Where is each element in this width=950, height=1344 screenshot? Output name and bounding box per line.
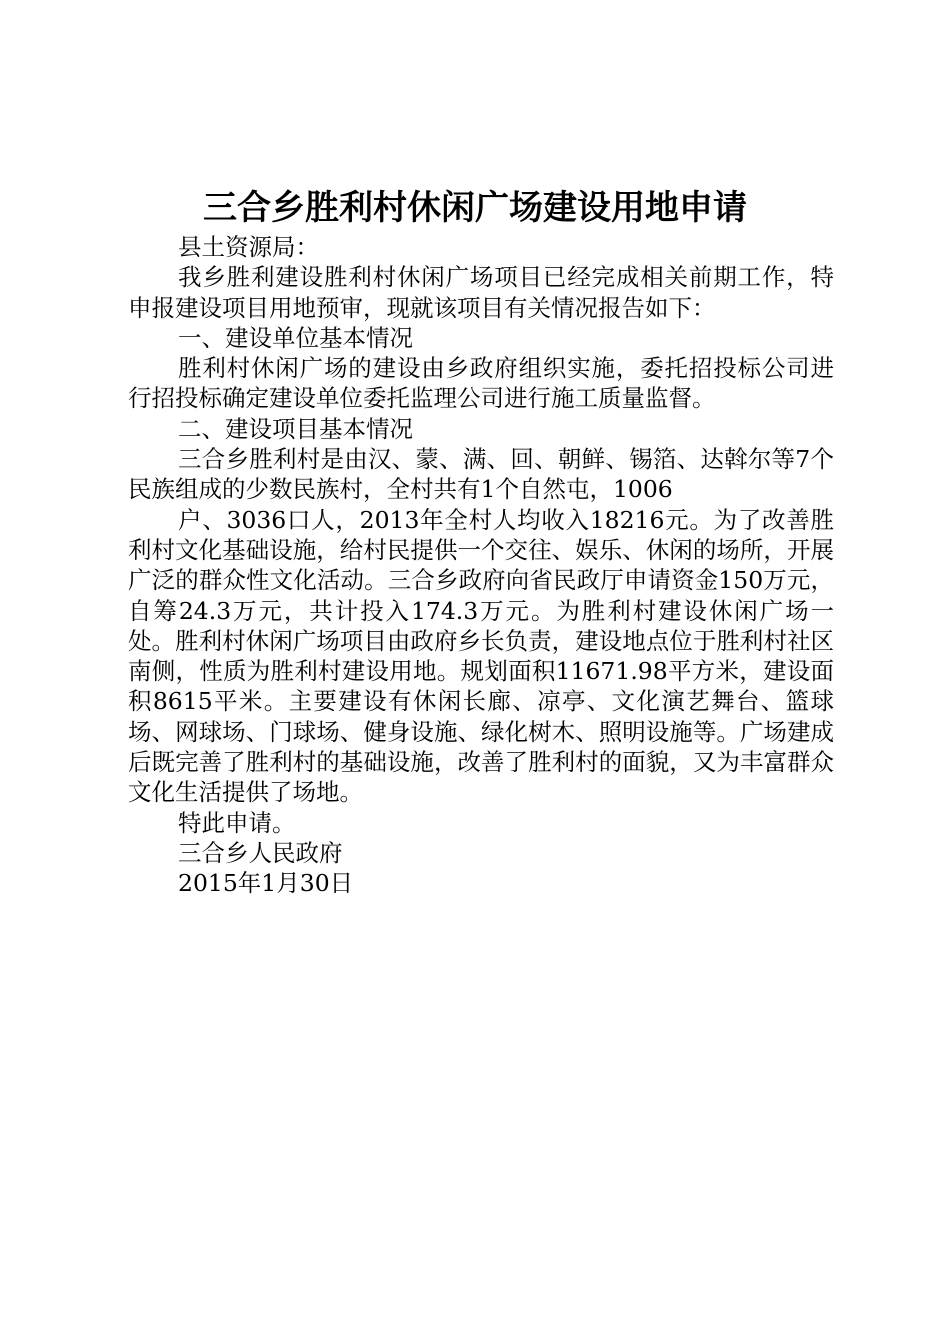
section-heading-2: 二、建设项目基本情况	[178, 414, 413, 443]
paragraph-organization: 胜利村休闲广场的建设由乡政府组织实施，委托招投标公司进行招投标确定建设单位委托监理公司进行施工质量监督。	[128, 354, 834, 413]
paragraph-village: 三合乡胜利村是由汉、蒙、满、回、朝鲜、锡箔、达斡尔等7个民族组成的少数民族村，全村共有1个自然屯，1006	[128, 445, 834, 504]
paragraph-project: 户、3036口人，2013年全村人均收入18216元。为了改善胜利村文化基础设施，给村民提供一个交往、娱乐、休闲的场所，开展广泛的群众性文化活动。三合乡政府向省民政厅申请资金150万元，自筹24.3万元，共计投入174.3万元。为胜利村建设休闲广场一处。胜利村休闲广场项目由政府乡长负责，建设地点位于胜利村社区南侧，性质为胜利村建设用地。规划面积11671.98平方米，建设面积8615平米。主要建设有休闲长廊、凉亭、文化演艺舞台、篮球场、网球场、门球场、健身设施、绿化树木、照明设施等。广场建成后既完善了胜利村的基础设施，改善了胜利村的面貌，又为丰富群众文化生活提供了场地。	[128, 505, 834, 807]
document-title: 三合乡胜利村休闲广场建设用地申请	[203, 188, 747, 228]
addressee: 县土资源局：	[178, 233, 319, 261]
document-body	[128, 232, 834, 899]
signature: 三合乡人民政府	[178, 838, 343, 867]
closing-request: 特此申请。	[178, 808, 296, 837]
date: 2015年1月30日	[178, 869, 354, 898]
section-heading-1: 一、建设单位基本情况	[178, 323, 413, 352]
paragraph-intro: 我乡胜利建设胜利村休闲广场项目已经完成相关前期工作，特申报建设项目用地预审，现就该项目有关情况报告如下：	[128, 263, 834, 322]
